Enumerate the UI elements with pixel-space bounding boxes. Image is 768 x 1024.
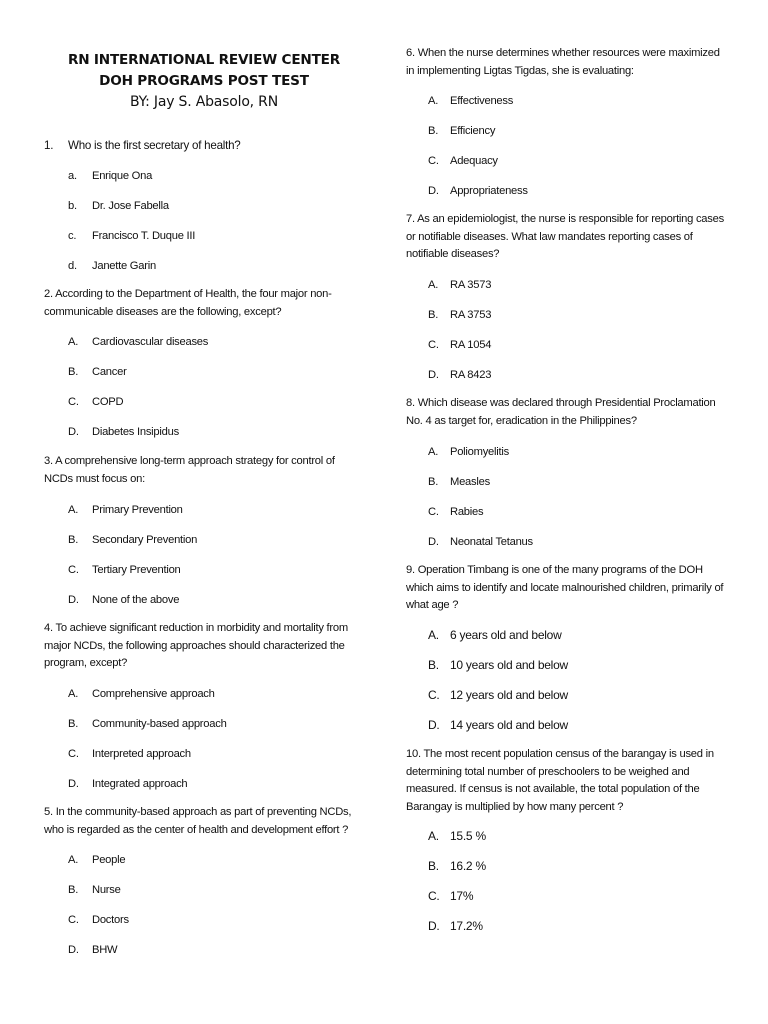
option-letter: A.	[428, 279, 439, 291]
option-letter: C.	[68, 564, 79, 576]
question-6: 6. When the nurse determines whether resources were maximized in implementing Ligtas Tigdas, she is evaluating:	[406, 47, 720, 77]
option-text: Francisco T. Duque III	[92, 230, 196, 242]
option-letter: D.	[428, 919, 440, 933]
option-letter: A.	[428, 829, 439, 843]
option-text: 14 years old and below	[450, 718, 568, 732]
option-text: 17%	[450, 889, 474, 903]
option-letter: B.	[68, 718, 79, 730]
option-text: 12 years old and below	[450, 688, 568, 702]
option-letter: B.	[68, 884, 79, 896]
option-text: Community-based approach	[92, 718, 227, 730]
question-1	[44, 137, 364, 155]
option-text: Dr. Jose Fabella	[92, 200, 169, 212]
option-letter: C.	[68, 396, 79, 408]
question-9-option-d	[428, 718, 568, 732]
option-text: Comprehensive approach	[92, 688, 215, 700]
option-letter: C.	[428, 688, 440, 702]
question-4-option-b	[68, 717, 227, 731]
option-text: RA 3573	[450, 279, 492, 291]
option-text: Cancer	[92, 366, 127, 378]
document-header	[44, 50, 364, 113]
option-letter: A.	[428, 628, 439, 642]
question-5-option-b	[68, 883, 121, 897]
option-text: Neonatal Tetanus	[450, 536, 533, 548]
question-9: 9. Operation Timbang is one of the many programs of the DOH which aims to identify and locate malnourished children, primarily of what age ?	[406, 564, 724, 611]
option-letter: a.	[68, 170, 77, 182]
question-3-option-d	[68, 593, 179, 607]
question-7-option-b	[428, 308, 491, 322]
option-text: Efficiency	[450, 125, 496, 137]
option-text: Doctors	[92, 914, 129, 926]
option-text: Diabetes Insipidus	[92, 426, 179, 438]
question-2-option-a	[68, 335, 208, 349]
option-letter: D.	[428, 718, 440, 732]
question-5: 5. In the community-based approach as part of preventing NCDs, who is regarded as the center of health and development effort ?	[44, 806, 352, 836]
option-text: Adequacy	[450, 155, 498, 167]
question-8-option-b	[428, 475, 490, 489]
option-letter: B.	[428, 859, 439, 873]
option-text: Integrated approach	[92, 778, 188, 790]
option-text: 17.2%	[450, 919, 483, 933]
option-letter: B.	[428, 125, 439, 137]
option-text: Secondary Prevention	[92, 534, 198, 546]
question-1-number: 1.	[44, 139, 54, 152]
option-letter: A.	[428, 95, 439, 107]
question-1-option-d	[68, 259, 156, 273]
option-letter: D.	[68, 944, 79, 956]
option-letter: D.	[68, 594, 79, 606]
option-letter: A.	[68, 688, 79, 700]
option-text: Primary Prevention	[92, 504, 183, 516]
question-7-option-d	[428, 368, 491, 382]
option-letter: D.	[428, 369, 439, 381]
option-text: People	[92, 854, 126, 866]
question-7: 7. As an epidemiologist, the nurse is responsible for reporting cases or notifiable diseases. What law mandates reporting cases of notifiable diseases?	[406, 213, 724, 260]
question-6-option-d	[428, 184, 528, 198]
question-3-option-c	[68, 563, 181, 577]
question-10: 10. The most recent population census of the barangay is used in determining total number of preschoolers to be weighed and measured. If census is not available, the total population of the Barangay is multiplied by how many percent ?	[406, 748, 714, 813]
question-1-option-c	[68, 229, 195, 243]
option-text: Poliomyelitis	[450, 446, 509, 458]
question-5-option-d	[68, 943, 117, 957]
option-text: Nurse	[92, 884, 121, 896]
option-letter: C.	[428, 506, 439, 518]
question-6-option-b	[428, 124, 495, 138]
question-3: 3. A comprehensive long-term approach strategy for control of NCDs must focus on:	[44, 455, 335, 485]
option-text: Janette Garin	[92, 260, 156, 272]
option-text: Measles	[450, 476, 490, 488]
option-text: None of the above	[92, 594, 180, 606]
option-letter: B.	[428, 309, 439, 321]
option-letter: B.	[68, 534, 79, 546]
question-9-option-c	[428, 688, 568, 702]
question-2-option-b	[68, 365, 127, 379]
question-5-option-a	[68, 853, 125, 867]
option-text: RA 8423	[450, 369, 492, 381]
question-9-option-a	[428, 628, 562, 642]
question-10-option-a	[428, 829, 486, 843]
question-8-option-a	[428, 445, 509, 459]
option-letter: C.	[428, 889, 440, 903]
option-text: Effectiveness	[450, 95, 514, 107]
question-10-option-c	[428, 889, 473, 903]
question-4: 4. To achieve significant reduction in morbidity and mortality from major NCDs, the following approaches should characterized the program, except?	[44, 622, 348, 669]
header-line-2: DOH PROGRAMS POST TEST	[99, 73, 309, 89]
option-letter: C.	[428, 339, 439, 351]
option-letter: C.	[68, 748, 79, 760]
question-8-option-d	[428, 535, 533, 549]
option-letter: D.	[68, 778, 79, 790]
option-letter: c.	[68, 230, 77, 242]
option-text: Cardiovascular diseases	[92, 336, 209, 348]
option-text: 6 years old and below	[450, 628, 562, 642]
option-letter: D.	[428, 185, 439, 197]
question-2-option-c	[68, 395, 123, 409]
option-letter: A.	[428, 446, 439, 458]
question-10-option-b	[428, 859, 486, 873]
question-2-option-d	[68, 425, 179, 439]
option-letter: b.	[68, 200, 77, 212]
option-letter: A.	[68, 854, 79, 866]
question-9-option-b	[428, 658, 568, 672]
option-letter: A.	[68, 504, 79, 516]
question-1-option-b	[68, 199, 169, 213]
option-text: Rabies	[450, 506, 484, 518]
question-3-option-a	[68, 503, 183, 517]
question-6-option-c	[428, 154, 498, 168]
option-text: 15.5 %	[450, 829, 486, 843]
question-10-option-d	[428, 919, 483, 933]
question-8: 8. Which disease was declared through Presidential Proclamation No. 4 as target for, eradication in the Philippines?	[406, 397, 716, 427]
option-letter: C.	[68, 914, 79, 926]
option-text: COPD	[92, 396, 124, 408]
option-text: RA 1054	[450, 339, 492, 351]
option-text: BHW	[92, 944, 118, 956]
option-letter: B.	[68, 366, 79, 378]
question-6-option-a	[428, 94, 513, 108]
question-7-option-c	[428, 338, 491, 352]
option-text: Interpreted approach	[92, 748, 191, 760]
option-text: 16.2 %	[450, 859, 486, 873]
header-line-1: RN INTERNATIONAL REVIEW CENTER	[67, 52, 341, 68]
question-7-option-a	[428, 278, 491, 292]
question-5-option-c	[68, 913, 129, 927]
question-4-option-a	[68, 687, 215, 701]
option-text: Enrique Ona	[92, 170, 153, 182]
question-1-option-a	[68, 169, 152, 183]
question-2: 2. According to the Department of Health, the four major non-communicable diseases are the following, except?	[44, 288, 332, 318]
option-text: Appropriateness	[450, 185, 528, 197]
question-3-option-b	[68, 533, 197, 547]
option-letter: A.	[68, 336, 79, 348]
option-letter: B.	[428, 658, 439, 672]
option-letter: B.	[428, 476, 439, 488]
question-1-text: Who is the first secretary of health?	[68, 139, 241, 152]
question-8-option-c	[428, 505, 483, 519]
option-letter: C.	[428, 155, 439, 167]
header-author: BY: Jay S. Abasolo, RN	[130, 94, 278, 110]
option-letter: D.	[428, 536, 439, 548]
option-letter: D.	[68, 426, 79, 438]
option-text: 10 years old and below	[450, 658, 568, 672]
option-text: RA 3753	[450, 309, 492, 321]
option-letter: d.	[68, 260, 77, 272]
question-4-option-c	[68, 747, 191, 761]
question-4-option-d	[68, 777, 187, 791]
option-text: Tertiary Prevention	[92, 564, 181, 576]
